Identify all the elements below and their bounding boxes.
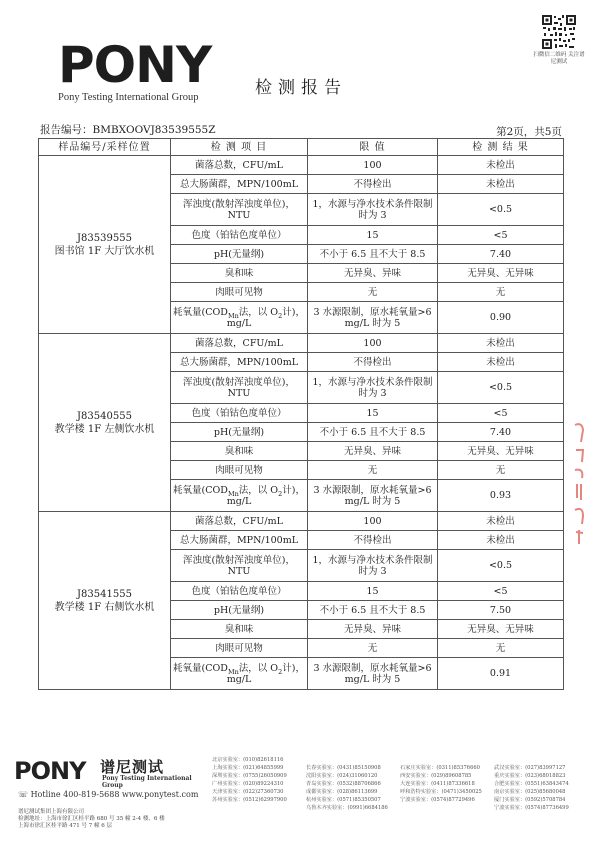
limit-cell: 15 [308,582,438,601]
qr-caption: 扫微信二维码 关注谱尼测试 [533,52,585,65]
lab-row [212,796,592,804]
result-cell: <0.5 [438,194,564,226]
sample-location: 教学楼 1F 右侧饮水机 [54,601,155,613]
lab-directory [212,756,592,812]
limit-cell: 1，水源与净水技术条件限制时为 3 [308,194,438,226]
limit-cell: 无 [308,639,438,658]
sample-id: J83539555 [77,232,132,244]
item-cell: 臭和味 [171,620,308,639]
limit-cell: 不得检出 [308,531,438,550]
lab-entry: 厦门实验室：(0592)5708784 [494,797,566,803]
lab-entry: 上海实验室：(021)64855999 [212,765,284,771]
lab-entry: 合肥实验室：(0551)63843474 [494,781,569,787]
company-line: 谱尼测试集团上海有限公司 [18,809,85,815]
item-cell [171,480,308,512]
table-header-row [39,139,564,156]
limit-cell: 100 [308,156,438,175]
logo-tagline: Pony Testing International Group [58,92,199,103]
item-cell: pH(无量纲) [171,423,308,442]
result-cell: 未检出 [438,512,564,531]
result-cell: 7.40 [438,245,564,264]
lab-entry: 呼和浩特实验室：(0471)3450025 [400,789,482,795]
sample-id: J83541555 [77,588,132,600]
lab-entry: 成都实验室：(028)86113699 [306,789,378,795]
lab-entry: 青岛实验室：(0532)88706866 [306,781,381,787]
item-text: 耗氧量(COD [173,306,228,318]
limit-cell: 无 [308,283,438,302]
limit-cell: 无异臭、异味 [308,442,438,461]
result-cell: <5 [438,226,564,245]
item-cell: 色度（铂钴色度单位） [171,404,308,423]
lab-entry: 杭州实验室：(0571)85350507 [306,797,381,803]
limit-cell: 1，水源与净水技术条件限制时为 3 [308,372,438,404]
results-body [39,156,564,690]
lab-entry: 西安实验室：(029)89608785 [400,773,472,779]
result-cell: 无异臭、无异味 [438,442,564,461]
report-title: 检测报告 [255,78,347,98]
sample-cell [39,334,171,512]
lab-entry: 深圳实验室：(0755)26050909 [212,773,287,779]
item-cell: 总大肠菌群，MPN/100mL [171,353,308,372]
limit-cell: 3 水源限制，原水耗氧量>6 mg/L 时为 5 [308,658,438,690]
result-cell: 0.93 [438,480,564,512]
result-cell: <0.5 [438,372,564,404]
item-subscript: 2 [278,667,283,676]
result-cell: <5 [438,404,564,423]
seam-stamp [572,420,586,550]
item-text: 计)，mg/L [226,484,305,507]
item-text: 法，以 O [238,662,279,674]
lab-entry: 宁波实验室：(0574)87736499 [494,805,569,811]
logo-word: PONY [58,36,212,94]
sample-id: J83540555 [77,410,132,422]
limit-cell: 不得检出 [308,353,438,372]
result-cell: 无异臭、无异味 [438,264,564,283]
lab-row [212,756,592,764]
item-cell: 菌落总数，CFU/mL [171,512,308,531]
limit-cell: 1，水源与净水技术条件限制时为 3 [308,550,438,582]
footer-logo-word: PONY [14,757,86,785]
limit-cell: 不小于 6.5 且不大于 8.5 [308,601,438,620]
qr-code-icon [541,14,577,50]
report-number: 报告编号：BMBXOOVJ83539555Z [40,124,216,136]
lab-entry: 石家庄实验室：(0311)85376660 [400,765,480,771]
item-cell: 臭和味 [171,442,308,461]
footer-logo [14,758,204,788]
item-subscript: Mn [227,489,239,498]
limit-cell: 无异臭、异味 [308,264,438,283]
limit-cell: 100 [308,334,438,353]
result-cell: 未检出 [438,353,564,372]
table-row [39,512,564,531]
table-row [39,156,564,175]
company-info [18,809,165,830]
company-line: 上海市徐汇区桂平路 471 号 7 幢 6 层 [18,823,112,829]
result-cell: 未检出 [438,334,564,353]
limit-cell: 15 [308,226,438,245]
item-text: 计)，mg/L [226,306,305,329]
footer-logo-cn: 谱尼测试 [100,758,165,776]
limit-cell: 15 [308,404,438,423]
result-cell: 7.50 [438,601,564,620]
item-cell: 菌落总数，CFU/mL [171,156,308,175]
item-cell: pH(无量纲) [171,601,308,620]
lab-row [212,780,592,788]
item-cell: 总大肠菌群，MPN/100mL [171,175,308,194]
lab-entry: 苏州实验室：(0512)62997900 [212,797,287,803]
item-cell: 总大肠菌群，MPN/100mL [171,531,308,550]
item-cell: 色度（铂钴色度单位） [171,582,308,601]
result-cell: 未检出 [438,175,564,194]
sample-cell [39,156,171,334]
result-cell: <0.5 [438,550,564,582]
lab-row [212,788,592,796]
header-result: 检 测 结 果 [438,139,564,156]
item-text: 耗氧量(COD [173,484,228,496]
item-subscript: Mn [227,311,239,320]
lab-entry: 乌鲁木齐实验室：(0991)6684186 [306,805,388,811]
limit-cell: 100 [308,512,438,531]
limit-cell: 不小于 6.5 且不大于 8.5 [308,423,438,442]
pony-logo [58,36,218,94]
limit-cell: 3 水源限制，原水耗氧量>6 mg/L 时为 5 [308,302,438,334]
sample-location: 图书馆 1F 大厅饮水机 [54,245,155,257]
item-cell: 肉眼可见物 [171,283,308,302]
footer-logo-en: Pony Testing International Group [102,775,192,789]
item-cell: 肉眼可见物 [171,461,308,480]
item-cell: 臭和味 [171,264,308,283]
lab-entry: 北京实验室：(010)82618116 [212,757,284,763]
result-cell: 0.91 [438,658,564,690]
company-line: 检测地址：上海市徐汇区桂平路 680 号 35 幢 2-4 楼、6 楼 [18,816,165,822]
sample-location: 教学楼 1F 左侧饮水机 [54,423,155,435]
table-row [39,334,564,353]
item-subscript: 2 [278,311,283,320]
lab-entry: 南京实验室：(025)85680048 [494,789,566,795]
limit-cell: 无 [308,461,438,480]
lab-entry: 长春实验室：(0431)85150908 [306,765,381,771]
item-text: 法，以 O [238,306,279,318]
lab-entry: 宁波实验室：(0574)87729496 [400,797,475,803]
lab-entry: 重庆实验室：(023)68018823 [494,773,566,779]
sample-cell [39,512,171,690]
result-cell: 无 [438,639,564,658]
item-cell: 菌落总数，CFU/mL [171,334,308,353]
header-item: 检 测 项 目 [171,139,308,156]
result-cell: <5 [438,582,564,601]
item-cell: 浑浊度(散射浑浊度单位)，NTU [171,372,308,404]
item-cell [171,658,308,690]
item-cell: 肉眼可见物 [171,639,308,658]
result-cell: 无异臭、无异味 [438,620,564,639]
hotline [18,790,198,799]
lab-entry: 大连实验室：(0411)87336618 [400,781,475,787]
item-text: 法，以 O [238,484,279,496]
limit-cell: 3 水源限制，原水耗氧量>6 mg/L 时为 5 [308,480,438,512]
results-table [38,138,564,690]
limit-cell: 不小于 6.5 且不大于 8.5 [308,245,438,264]
item-cell: pH(无量纲) [171,245,308,264]
result-cell: 7.40 [438,423,564,442]
limit-cell: 无异臭、异味 [308,620,438,639]
item-cell: 浑浊度(散射浑浊度单位)，NTU [171,550,308,582]
lab-entry: 沈阳实验室：(024)31060120 [306,773,378,779]
header-limit: 限 值 [308,139,438,156]
lab-row [212,764,592,772]
item-cell: 浑浊度(散射浑浊度单位)，NTU [171,194,308,226]
item-text: 计)，mg/L [226,662,305,685]
lab-entry: 天津实验室：(022)27360730 [212,789,284,795]
result-cell: 无 [438,461,564,480]
hotline-text: Hotline 400-819-5688 www.ponytest.com [30,790,199,799]
item-cell [171,302,308,334]
item-cell: 色度（铂钴色度单位） [171,226,308,245]
limit-cell: 不得检出 [308,175,438,194]
item-subscript: Mn [227,667,239,676]
lab-row [212,772,592,780]
lab-entry: 广州实验室：(020)89224310 [212,781,284,787]
page-number: 第2页，共5页 [496,126,562,138]
header-sample: 样品编号/采样位置 [39,139,171,156]
lab-entry: 武汉实验室：(027)83997127 [494,765,566,771]
result-cell: 0.90 [438,302,564,334]
stamp-mark [572,420,586,550]
item-subscript: 2 [278,489,283,498]
lab-row [212,804,592,812]
result-cell: 未检出 [438,156,564,175]
item-text: 耗氧量(COD [173,662,228,674]
result-cell: 未检出 [438,531,564,550]
phone-icon: ☏ [18,790,29,799]
result-cell: 无 [438,283,564,302]
